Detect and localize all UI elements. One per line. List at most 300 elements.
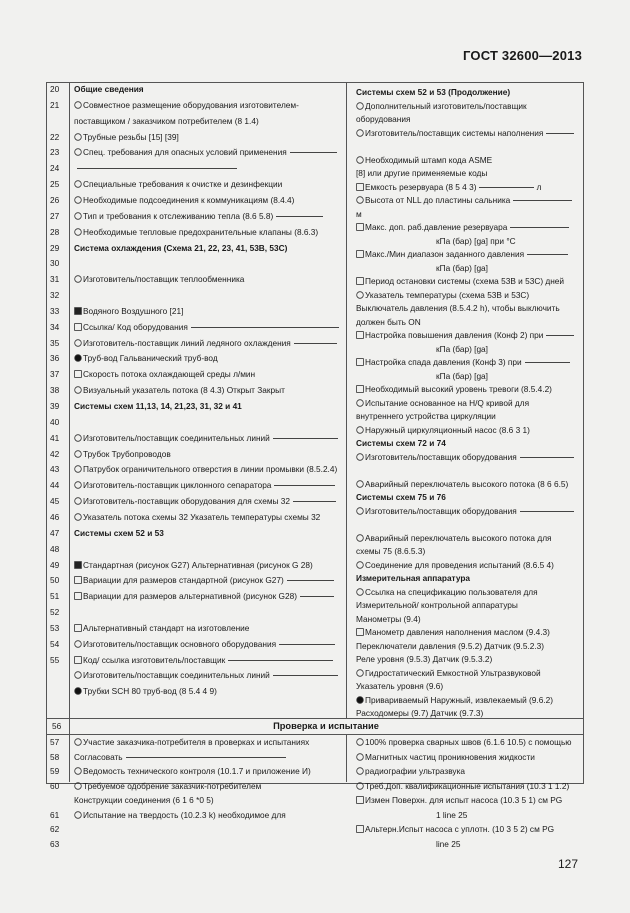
form-field-row [436, 236, 516, 246]
row-number: 32 [50, 290, 60, 301]
radio-option-icon[interactable] [74, 513, 82, 521]
checkbox-icon[interactable] [74, 323, 82, 331]
fill-in-line[interactable] [513, 200, 571, 201]
form-field-row[interactable] [356, 155, 492, 165]
radio-option-icon[interactable] [356, 561, 364, 569]
row-number: 29 [50, 242, 60, 253]
radio-option-icon[interactable] [356, 782, 364, 790]
radio-option-icon[interactable] [356, 767, 364, 775]
form-field-row[interactable] [74, 449, 171, 459]
form-field-row[interactable] [74, 338, 337, 348]
radio-option-icon[interactable] [74, 196, 82, 204]
form-field-row[interactable] [74, 369, 255, 379]
field-label: Необходимые подсоединения к коммуникациям (8.4.4) [83, 194, 295, 205]
radio-option-icon[interactable] [74, 339, 82, 347]
form-field-row[interactable] [356, 506, 574, 516]
form-field-row[interactable] [356, 101, 527, 111]
radio-option-icon[interactable] [356, 102, 364, 110]
field-label: Альтернативный стандарт на изготовление [83, 622, 250, 633]
field-label: Испытание основанное на H/Q кривой для [365, 397, 530, 408]
checkbox-icon[interactable] [356, 183, 364, 191]
fill-in-line[interactable] [191, 327, 339, 328]
row-number: 39 [50, 401, 60, 411]
form-field-row[interactable] [356, 627, 550, 637]
form-field-row[interactable] [74, 737, 309, 747]
fill-in-line[interactable] [77, 168, 237, 169]
fill-in-line[interactable] [294, 343, 337, 344]
field-label: Специальные требования к очистке и дезинфекции [83, 179, 283, 190]
fill-in-line[interactable] [520, 511, 574, 512]
field-label: Период остановки системы (схема 53В и 53С) дней [365, 276, 565, 286]
form-field-row[interactable] [74, 512, 320, 522]
radio-option-icon[interactable] [74, 180, 82, 188]
checkbox-icon[interactable] [356, 796, 364, 804]
field-label: поставщиком / заказчиком потребителем (8 1.4) [74, 115, 259, 126]
form-field-row[interactable] [356, 587, 538, 597]
row-number: 42 [50, 448, 60, 459]
field-label: Гидростатический Емкостной Ультразвуковой [365, 667, 541, 678]
form-field-row[interactable] [74, 179, 282, 189]
field-label: Спец. требования для опасных условий применения [83, 147, 287, 158]
radio-option-icon[interactable] [356, 507, 364, 515]
field-label: Указатель потока схемы 32 Указатель температуры схемы 32 [83, 511, 321, 522]
radio-option-icon[interactable] [74, 782, 82, 790]
row-number: 20 [50, 84, 60, 94]
radio-option-icon[interactable] [356, 399, 364, 407]
row-number: 43 [50, 464, 60, 475]
radio-option-icon[interactable] [356, 453, 364, 461]
radio-option-icon[interactable] [74, 671, 82, 679]
form-field-row[interactable] [74, 195, 294, 205]
form-field-row[interactable] [356, 560, 554, 570]
field-label: должен быть ON [356, 316, 421, 327]
field-label: Системы схем 52 и 53 [74, 527, 164, 538]
field-label: Реле уровня (9.5.3) Датчик (9.5.3.2) [356, 654, 493, 664]
row-number: 48 [50, 543, 60, 554]
field-label: Аварийный переключатель высокого потока (8 6 6.5) [365, 478, 569, 489]
radio-option-icon[interactable] [74, 767, 82, 775]
form-field-row[interactable] [356, 766, 465, 776]
field-label: Макс. доп. раб.давление резервуара [365, 222, 508, 232]
radio-option-icon[interactable] [356, 753, 364, 761]
radio-option-icon[interactable] [356, 156, 364, 164]
number-column-divider [69, 82, 70, 782]
field-label: Системы схем 11,13, 14, 21,23, 31, 32 и 41 [74, 401, 242, 411]
form-field-row[interactable] [356, 781, 569, 791]
radio-option-icon[interactable] [74, 148, 82, 156]
row-number: 30 [50, 258, 60, 269]
radio-option-icon[interactable] [356, 588, 364, 596]
row-number: 38 [50, 385, 60, 396]
form-field-row [356, 641, 544, 651]
form-field-row [436, 263, 488, 273]
field-label: Ссылка на спецификацию пользователя для [365, 586, 538, 597]
field-label: Макс./Мин диапазон заданного давления [365, 249, 525, 259]
fill-in-line[interactable] [290, 152, 337, 153]
form-field-row [436, 371, 488, 381]
form-field-row[interactable] [74, 560, 313, 570]
field-label: Привариваемый Наружный, извлекаемый (9.6.2) [365, 694, 553, 705]
field-label: Необходимые тепловые предохранительные клапаны (8.6.3) [83, 226, 319, 237]
form-field-row[interactable] [74, 810, 286, 820]
checkbox-icon[interactable] [74, 656, 82, 664]
row-number: 23 [50, 147, 60, 158]
radio-option-icon[interactable] [74, 101, 82, 109]
field-label: Изготовитель/поставщик оборудования [365, 505, 517, 516]
form-field-row[interactable] [74, 385, 285, 395]
field-label: Настройка повышения давления (Конф 2) при [365, 330, 544, 340]
field-label: Водяного Воздушного [21] [83, 305, 184, 316]
radio-option-icon[interactable] [356, 196, 364, 204]
field-label: Манометр давления наполнения маслом (9.4.3) [365, 627, 550, 637]
row-number: 28 [50, 226, 60, 237]
unit-label: л/мин [230, 369, 256, 380]
form-field-row[interactable] [74, 322, 339, 332]
row-number: 24 [50, 163, 60, 174]
radio-option-icon[interactable] [74, 228, 82, 236]
form-field-row[interactable] [356, 824, 554, 834]
form-field-row [436, 344, 488, 354]
radio-option-icon[interactable] [356, 534, 364, 542]
section-heading [74, 401, 242, 411]
form-field-row [356, 209, 362, 219]
row-number: 34 [50, 321, 60, 332]
fill-in-line[interactable] [273, 438, 338, 439]
form-field-row [356, 708, 483, 718]
checkbox-icon[interactable] [356, 250, 364, 258]
radio-option-icon[interactable] [74, 275, 82, 283]
field-label: Измерительной/ контрольной аппаратуры [356, 600, 518, 610]
form-field-row [356, 600, 518, 610]
field-label: радиографии ультразвука [365, 766, 465, 776]
field-label: Системы схем 75 и 76 [356, 492, 446, 502]
form-field-row[interactable] [74, 353, 218, 363]
fill-in-line[interactable] [546, 335, 574, 336]
form-field-row[interactable] [356, 249, 568, 259]
row-number: 35 [50, 337, 60, 348]
field-label: Аварийный переключатель высокого потока для [365, 532, 552, 543]
radio-option-icon[interactable] [74, 386, 82, 394]
fill-in-line[interactable] [527, 254, 568, 255]
row-number: 31 [50, 274, 60, 285]
document-standard-header: ГОСТ 32600—2013 [463, 48, 582, 63]
field-label: Необходимый высокий уровень тревоги (8.5.4.2) [365, 384, 552, 394]
form-field-row [356, 114, 410, 124]
row-number: 46 [50, 511, 60, 522]
form-field-row[interactable] [74, 686, 217, 696]
form-field-row[interactable] [356, 479, 568, 489]
field-label: Ведомость технического контроля (10.1.7 и приложение И) [83, 766, 311, 776]
field-label: кПа (бар) [gа] [436, 262, 488, 273]
field-label: line 25 [436, 838, 461, 849]
field-label: Треб.Доп. квалификационные испытания (10.3 1 1.2) [365, 780, 570, 791]
fill-in-line[interactable] [273, 675, 338, 676]
field-label: Система охлаждения (Схема 21, 22, 23, 41, 53В, 53С) [74, 242, 288, 253]
field-label: Трубные резьбы [15] [39] [83, 131, 179, 142]
fill-in-line[interactable] [126, 757, 286, 758]
row-number: 44 [50, 480, 60, 491]
section-heading [356, 87, 510, 97]
field-label: Конструкции соединения (6 1 6 *0 5) [74, 795, 214, 805]
section-heading [356, 438, 446, 448]
fill-in-line[interactable] [520, 457, 574, 458]
form-field-row[interactable] [356, 398, 529, 408]
field-label: внутреннего устройства циркуляции [356, 411, 496, 421]
form-field-row[interactable] [74, 433, 338, 443]
field-label: Вариации для размеров альтернативной (рисунок G28) [83, 591, 297, 602]
checkbox-checked-icon[interactable] [74, 561, 82, 569]
section-divider-top [46, 718, 583, 719]
radio-option-icon[interactable] [356, 291, 364, 299]
form-field-row [356, 303, 560, 313]
form-field-row[interactable] [74, 211, 323, 221]
field-label: Совместное размещение оборудования изготовителем- [83, 99, 299, 110]
radio-option-icon[interactable] [74, 640, 82, 648]
fill-in-line[interactable] [546, 133, 574, 134]
form-field-row[interactable] [74, 781, 261, 791]
row-number: 51 [50, 591, 60, 602]
field-label: Изготовитель/поставщик соединительных линий [83, 432, 270, 443]
form-field-row [356, 681, 443, 691]
fill-in-line[interactable] [287, 580, 334, 581]
form-field-row[interactable] [74, 306, 183, 316]
form-field-row [74, 116, 259, 126]
form-field-row [356, 411, 496, 421]
radio-option-icon[interactable] [74, 738, 82, 746]
field-label: Изготовитель-поставщик оборудования для схемы 32 [83, 496, 291, 507]
radio-selected-icon[interactable] [356, 696, 364, 704]
radio-selected-icon[interactable] [74, 354, 82, 362]
field-label: Изготовитель/поставщик оборудования [365, 451, 517, 462]
field-label: Переключатели давления (9.5.2) Датчик (9.5.2.3) [356, 640, 545, 651]
field-label: Указатель уровня (9.6) [356, 681, 444, 691]
form-field-row [436, 810, 467, 820]
form-field-row[interactable] [74, 670, 338, 680]
checkbox-icon[interactable] [74, 576, 82, 584]
form-field-row[interactable] [74, 575, 334, 585]
field-label: Измерительная аппаратура [356, 573, 471, 583]
row-number: 21 [50, 99, 60, 110]
form-field-row[interactable] [356, 668, 541, 678]
checkbox-icon[interactable] [356, 825, 364, 833]
row-number: 60 [50, 780, 60, 791]
fill-in-line[interactable] [274, 485, 334, 486]
row-number: 63 [50, 838, 60, 849]
fill-in-line[interactable] [510, 227, 568, 228]
form-field-row[interactable] [74, 655, 333, 665]
fill-in-line[interactable] [300, 596, 334, 597]
form-field-row[interactable] [74, 766, 311, 776]
radio-selected-icon[interactable] [74, 687, 82, 695]
field-label: Стандартная (рисунок G27) Альтернативная (рисунок G 28) [83, 559, 313, 570]
section-heading [74, 528, 164, 538]
fill-in-line[interactable] [525, 362, 570, 363]
form-field-row[interactable] [356, 182, 541, 192]
radio-option-icon[interactable] [74, 212, 82, 220]
checkbox-icon[interactable] [356, 331, 364, 339]
form-field-row[interactable] [356, 222, 569, 232]
radio-option-icon[interactable] [356, 129, 364, 137]
field-label: 100% проверка сварных швов (6.1.6 10.5) с помощью [365, 737, 572, 747]
form-field-row[interactable] [74, 100, 299, 110]
field-label: Изготовитель-поставщик линий ледяного охлаждения [83, 337, 291, 348]
radio-option-icon[interactable] [74, 434, 82, 442]
checkbox-icon[interactable] [356, 277, 364, 285]
field-label: Изготовитель-поставщик циклонного сепаратора [83, 480, 272, 491]
form-field-row[interactable] [356, 330, 574, 340]
checkbox-icon[interactable] [74, 592, 82, 600]
field-label: кПа (бар) [gа] [436, 343, 488, 354]
form-field-row[interactable] [74, 480, 335, 490]
field-label: Высота от NLL до пластины сальника [365, 195, 511, 205]
form-field-row[interactable] [74, 132, 179, 142]
field-label: Изготовитель/поставщик системы наполнения [365, 127, 544, 138]
form-field-row[interactable] [356, 425, 530, 435]
form-field-row[interactable] [74, 591, 334, 601]
field-label: [8] или другие применяемые коды [356, 168, 488, 178]
form-field-row[interactable] [74, 147, 337, 157]
radio-option-icon[interactable] [74, 465, 82, 473]
radio-option-icon[interactable] [74, 811, 82, 819]
form-field-row[interactable] [74, 496, 336, 506]
form-field-row[interactable] [356, 276, 564, 286]
radio-option-icon[interactable] [356, 480, 364, 488]
field-label: м [356, 208, 362, 219]
field-label: Участие заказчика-потребителя в проверках и испытаниях [83, 737, 310, 747]
row-number: 33 [50, 305, 60, 316]
field-label: Общие сведения [74, 84, 144, 94]
field-label: Изготовитель/поставщик соединительных линий [83, 670, 270, 681]
row-number: 55 [50, 654, 60, 665]
field-label: Патрубок ограничительного отверстия в линии промывки (8.5.2.4) [83, 464, 338, 475]
section-heading [356, 573, 470, 583]
form-field-row [74, 752, 286, 762]
form-field-row [74, 163, 237, 173]
fill-in-line[interactable] [279, 644, 335, 645]
form-field-row[interactable] [74, 639, 335, 649]
checkbox-icon[interactable] [356, 628, 364, 636]
form-field-row[interactable] [356, 357, 570, 367]
section-row-number: 56 [52, 721, 62, 731]
field-label: Измен Поверхн. для испыт насоса (10.3 5 1) см PG [365, 795, 563, 805]
form-field-row [356, 654, 492, 664]
field-label: Код/ ссылка изготовитель/поставщик [83, 654, 226, 665]
row-number: 61 [50, 809, 60, 820]
field-label: Изготовитель/поставщик теплообменника [83, 274, 245, 285]
radio-option-icon[interactable] [74, 497, 82, 505]
fill-in-line[interactable] [479, 187, 534, 188]
form-field-row[interactable] [356, 752, 535, 762]
form-field-row[interactable] [356, 795, 562, 805]
form-field-row[interactable] [356, 384, 552, 394]
row-number: 57 [50, 737, 60, 747]
radio-option-icon[interactable] [356, 738, 364, 746]
field-label: Испытание на твердость (10.2.3 k) необходимое для [83, 809, 286, 820]
field-label: Скорость потока охлаждающей среды [83, 369, 231, 380]
field-label: Емкость резервуара (8 5 4 3) [365, 181, 477, 192]
form-field-row[interactable] [356, 452, 574, 462]
field-label: Согласовать [74, 751, 123, 762]
fill-in-line[interactable] [228, 660, 332, 661]
field-label: кПа (бар) [gа] [436, 370, 488, 381]
row-number: 49 [50, 559, 60, 570]
form-field-row[interactable] [356, 533, 552, 543]
section-title-inspection-testing: Проверка и испытание [273, 721, 379, 731]
row-number: 41 [50, 432, 60, 443]
form-field-row[interactable] [356, 695, 553, 705]
radio-option-icon[interactable] [356, 426, 364, 434]
row-number: 27 [50, 210, 60, 221]
field-label: Соединение для проведения испытаний (8.6.5 4) [365, 559, 554, 570]
field-label: 1 line 25 [436, 809, 468, 820]
checkbox-icon[interactable] [74, 624, 82, 632]
form-field-row [436, 839, 460, 849]
form-field-row[interactable] [74, 227, 318, 237]
field-label: Трубок Трубопроводов [83, 448, 171, 459]
checkbox-icon[interactable] [74, 370, 82, 378]
field-label: Альтерн.Испыт насоса с уплотн. (10 3 5 2) см PG [365, 824, 555, 834]
checkbox-icon[interactable] [356, 358, 364, 366]
row-number: 25 [50, 179, 60, 190]
row-number: 45 [50, 496, 60, 507]
field-label: Выключатель давления (8.5.4.2 h), чтобы выключить [356, 303, 560, 313]
page-number: 127 [557, 857, 578, 871]
section-heading [74, 243, 287, 253]
section-heading [356, 492, 446, 502]
row-number: 62 [50, 824, 60, 834]
field-label: Необходимый штамп кода ASME [365, 154, 493, 165]
field-label: Вариации для размеров стандартной (рисунок G27) [83, 575, 284, 586]
field-label: схемы 75 (8.6.5.3) [356, 546, 426, 556]
form-field-row[interactable] [356, 195, 572, 205]
field-label: Визуальный указатель потока (8 4.3) Открыт Закрыт [83, 385, 285, 396]
field-label: Изготовитель/поставщик основного оборудования [83, 638, 277, 649]
row-number: 37 [50, 369, 60, 380]
field-label: Настройка спада давления (Конф 3) при [365, 357, 522, 367]
form-field-row[interactable] [356, 290, 529, 300]
checkbox-checked-icon[interactable] [74, 307, 82, 315]
form-field-row [356, 317, 421, 327]
checkbox-icon[interactable] [356, 385, 364, 393]
field-label: Расходомеры (9.7) Датчик (9.7.3) [356, 708, 484, 718]
row-number: 26 [50, 194, 60, 205]
row-number: 59 [50, 766, 60, 776]
radio-option-icon[interactable] [356, 669, 364, 677]
form-field-row[interactable] [356, 128, 574, 138]
fill-in-line[interactable] [276, 216, 323, 217]
form-field-row [356, 546, 425, 556]
radio-option-icon[interactable] [74, 450, 82, 458]
radio-option-icon[interactable] [74, 481, 82, 489]
field-label: Указатель температуры (схема 53В и 53С) [365, 289, 530, 300]
form-field-row[interactable] [356, 737, 572, 747]
field-label: Ссылка/ Код оборудования [83, 321, 188, 332]
row-number: 53 [50, 622, 60, 633]
column-divider-lower [346, 734, 347, 782]
fill-in-line[interactable] [293, 501, 336, 502]
form-field-row[interactable] [74, 274, 244, 284]
column-divider-upper [346, 82, 347, 718]
field-label: Тип и требования к отслеживанию тепла (8.6 5.8) [83, 210, 274, 221]
form-field-row[interactable] [74, 623, 249, 633]
form-field-row[interactable] [74, 464, 337, 474]
field-label: Системы схем 72 и 74 [356, 438, 446, 448]
form-field-row [356, 614, 421, 624]
field-label: Манометры (9.4) [356, 613, 421, 624]
field-label: Требуемое одобрение заказчик-потребителем [83, 780, 262, 791]
radio-option-icon[interactable] [74, 133, 82, 141]
checkbox-icon[interactable] [356, 223, 364, 231]
